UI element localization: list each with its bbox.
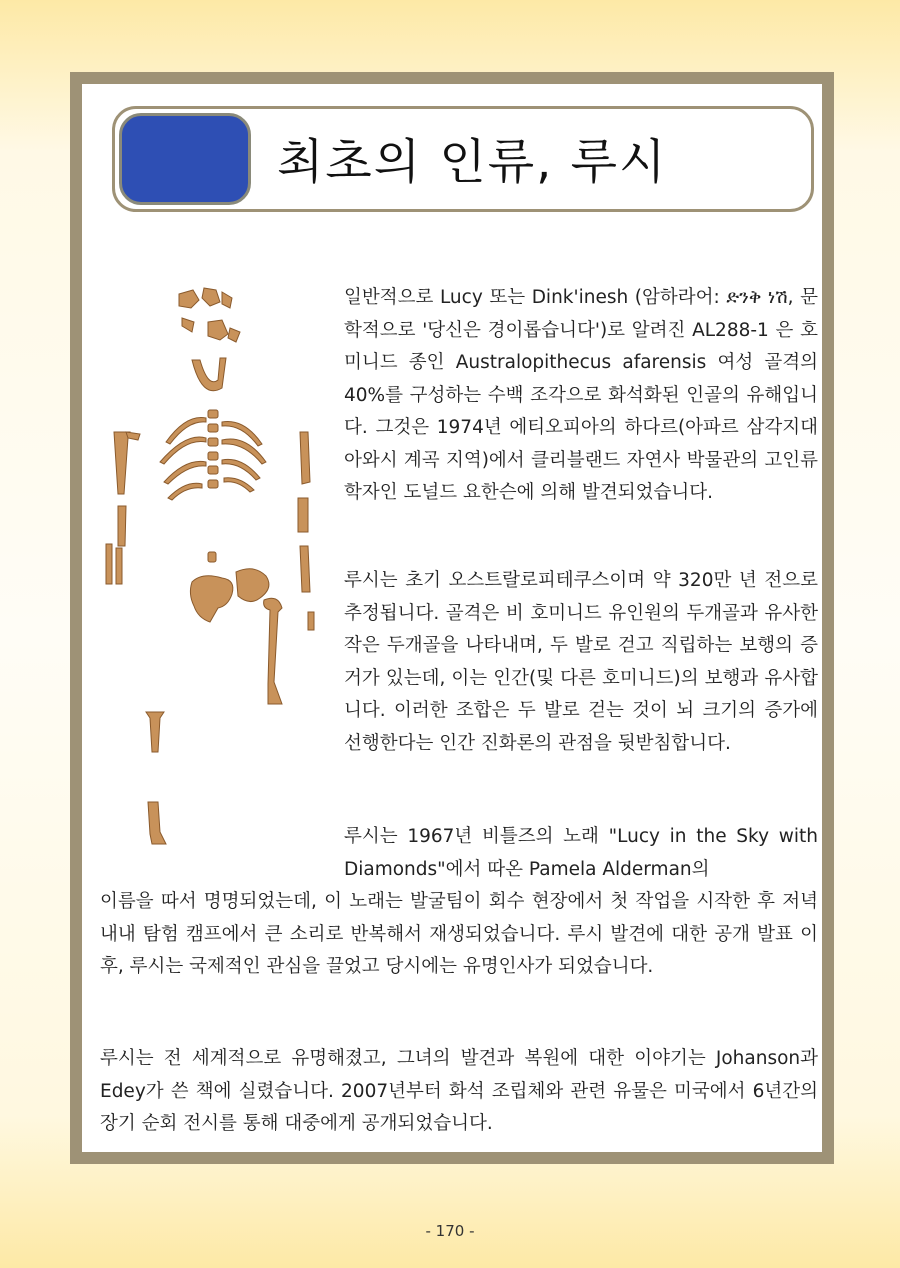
title-accent-block bbox=[119, 113, 251, 205]
paragraph-4: 루시는 전 세계적으로 유명해졌고, 그녀의 발견과 복원에 대한 이야기는 Johanson과 Edey가 쓴 책에 실렸습니다. 2007년부터 화석 조립체와 관련 유물은 미국에서 6년간의 장기 순회 전시를 통해 대중에게 공개되었습니다. bbox=[100, 1048, 818, 1134]
title-bar bbox=[112, 106, 814, 212]
paragraph-3-part-2: 이름을 따서 명명되었는데, 이 노래는 발굴팀이 회수 현장에서 첫 작업을 시작한 후 저녁 내내 탐험 캠프에서 큰 소리로 반복해서 재생되었습니다. 루시 발견에 대한 공개 발표 이후, 루시는 국제적인 관심을 끌었고 당시에는 유명인사가 되었습니다. bbox=[100, 891, 818, 977]
page-title: 최초의 인류, 루시 bbox=[277, 134, 668, 190]
skeleton-image bbox=[104, 282, 334, 852]
paragraph-3-part-1: 루시는 1967년 비틀즈의 노래 "Lucy in the Sky with Diamonds"에서 따온 Pamela Alderman의 bbox=[344, 826, 818, 880]
paragraph-2: 루시는 초기 오스트랄로피테쿠스이며 약 320만 년 전으로 추정됩니다. 골격은 비 호미니드 유인원의 두개골과 유사한 작은 두개골을 나타내며, 두 발로 걷고 직립하는 보행의 증거가 있는데, 이는 인간(및 다른 호미니드)의 보행과 유사합니다. 이러한 조합은 두 발로 걷는 것이 뇌 크기의 증가에 선행한다는 인간 진화론의 관점을 뒷받침합니다. bbox=[344, 570, 818, 754]
page-frame bbox=[70, 72, 834, 1164]
page-number: - 170 - bbox=[425, 1222, 475, 1240]
paragraph-1: 일반적으로 Lucy 또는 Dink'inesh (암하라어: ድንቅ ነሽ, 문학적으로 '당신은 경이롭습니다')로 알려진 AL288-1 은 호미니드 종인 Australopithecus afarensis 여성 골격의 40%를 구성하는 수백 조각으로 화석화된 인골의 유해입니다. 그것은 1974년 에티오피아의 하다르(아파르 삼각지대 아와시 계곡 지역)에서 클리블랜드 자연사 박물관의 고인류학자인 도널드 요한슨에 의해 발견되었습니다. bbox=[344, 287, 818, 503]
